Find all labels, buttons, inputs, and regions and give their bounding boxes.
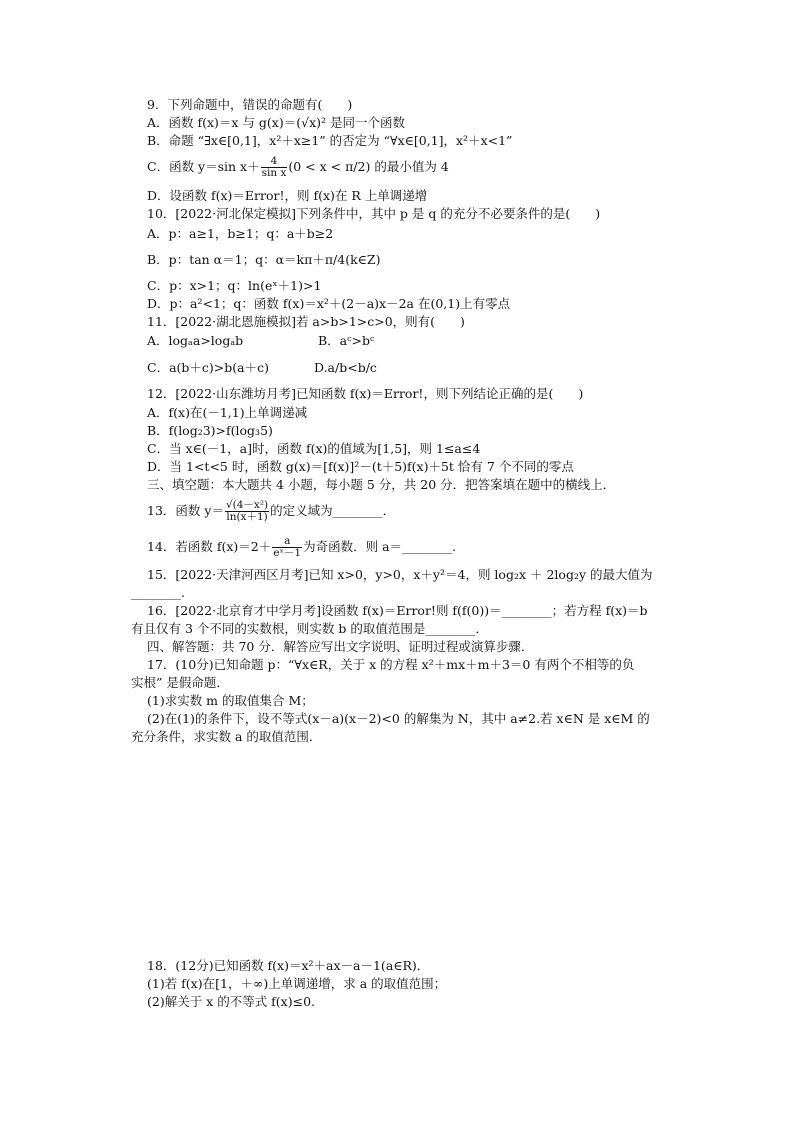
q11-option-a: A．logₐa>logₐb bbox=[147, 333, 244, 348]
q18-part2: (2)解关于 x 的不等式 f(x)≤0. bbox=[147, 994, 316, 1009]
q9-option-c-prefix: C．函数 y＝sin x＋ bbox=[147, 159, 260, 174]
q9-option-b: B．命题 “∃x∈[0,1]，x²＋x≥1” 的否定为 “∀x∈[0,1]，x²＋x<1” bbox=[147, 133, 513, 148]
q9-stem: 9．下列命题中，错误的命题有( ) bbox=[147, 97, 353, 112]
q9-option-c-numerator: 4 bbox=[261, 156, 288, 168]
q13 bbox=[147, 500, 395, 523]
q12-option-c: C．当 x∈(－1，a]时，函数 f(x)的值域为[1,5]，则 1≤a≤4 bbox=[147, 441, 481, 456]
q15-line2: ________. bbox=[131, 585, 185, 600]
q11-option-d: D.a/b<b/c bbox=[314, 360, 377, 375]
q14 bbox=[147, 536, 456, 559]
q10-option-d: D．p：a²<1；q：函数 f(x)＝x²＋(2－a)x－2a 在(0,1)上有零点 bbox=[147, 296, 511, 311]
q18-stem: 18．(12分)已知函数 f(x)＝x²＋ax－a－1(a∈R)． bbox=[147, 958, 430, 973]
q11-option-b: B．aᶜ>bᶜ bbox=[318, 333, 375, 348]
q12-option-d: D．当 1<t<5 时，函数 g(x)＝[f(x)]²－(t＋5)f(x)＋5t 恰有 7 个不同的零点 bbox=[147, 459, 574, 474]
q18-part1: (1)若 f(x)在[1，＋∞)上单调递增，求 a 的取值范围； bbox=[147, 976, 447, 991]
q10-option-c: C．p：x>1；q：ln(eˣ＋1)>1 bbox=[147, 278, 322, 293]
q9-option-c bbox=[147, 156, 449, 179]
q17-part2-line1: (2)在(1)的条件下，设不等式(x－a)(x－2)<0 的解集为 N，其中 a≠2.若 x∈N 是 x∈M 的 bbox=[147, 711, 650, 726]
q16-line1: 16．[2022·北京育才中学月考]设函数 f(x)＝Error!则 f(f(0))＝________；若方程 f(x)＝b bbox=[147, 603, 648, 618]
q14-suffix: 为奇函数．则 a＝________. bbox=[303, 539, 457, 554]
q14-fraction bbox=[272, 536, 302, 559]
q17-part2-line2: 充分条件，求实数 a 的取值范围． bbox=[131, 729, 322, 744]
q17-part1: (1)求实数 m 的取值集合 M； bbox=[147, 693, 314, 708]
q14-prefix: 14．若函数 f(x)＝2＋ bbox=[147, 539, 272, 554]
section3-heading: 三、填空题：本大题共 4 小题，每小题 5 分，共 20 分．把答案填在题中的横线上． bbox=[147, 477, 616, 492]
q15-line1: 15．[2022·天津河西区月考]已知 x>0，y>0，x＋y²＝4，则 log₂x ＋ 2log₂y 的最大值为 bbox=[147, 567, 653, 582]
q10-stem: 10．[2022·河北保定模拟]下列条件中，其中 p 是 q 的充分不必要条件的是( ) bbox=[147, 206, 601, 221]
q13-fraction bbox=[225, 500, 269, 523]
q9-option-d: D．设函数 f(x)＝Error!，则 f(x)在 R 上单调递增 bbox=[147, 188, 428, 203]
q16-line2: 有且仅有 3 个不同的实数根，则实数 b 的取值范围是________． bbox=[131, 621, 488, 636]
q13-denominator: ln(x＋1) bbox=[226, 511, 268, 523]
q11-option-c: C．a(b＋c)>b(a＋c) bbox=[147, 360, 269, 375]
q9-option-c-suffix: (0 < x < π/2) 的最小值为 4 bbox=[288, 159, 449, 174]
q14-denominator: eˣ－1 bbox=[273, 547, 302, 559]
q12-stem: 12．[2022·山东潍坊月考]已知函数 f(x)＝Error!，则下列结论正确的是( ) bbox=[147, 386, 584, 401]
q9-option-c-fraction bbox=[261, 156, 288, 179]
q9-option-c-denominator: sin x bbox=[261, 167, 287, 179]
q13-numerator: √(4－x²) bbox=[225, 499, 269, 511]
q11-stem: 11．[2022·湖北恩施模拟]若 a>b>1>c>0，则有( ) bbox=[147, 314, 465, 329]
q13-prefix: 13．函数 y＝ bbox=[147, 503, 224, 518]
q9-option-a: A．函数 f(x)＝x 与 g(x)＝(√x)² 是同一个函数 bbox=[147, 115, 405, 130]
q14-numerator: a bbox=[272, 536, 302, 548]
q17-line1: 17．(10分)已知命题 p：“∀x∈R，关于 x 的方程 x²＋mx＋m＋3＝0 有两个不相等的负 bbox=[147, 657, 635, 672]
q12-option-b: B．f(log₂3)>f(log₃5) bbox=[147, 423, 273, 438]
q10-option-a: A．p：a≥1，b≥1；q：a＋b≥2 bbox=[147, 226, 334, 241]
q17-line2: 实根” 是假命题． bbox=[131, 675, 229, 690]
q13-suffix: 的定义域为________． bbox=[270, 503, 396, 518]
q12-option-a: A．f(x)在(－1,1)上单调递减 bbox=[147, 405, 308, 420]
q10-option-b: B．p：tan α＝1；q：α＝kπ＋π/4(k∈Z) bbox=[147, 252, 381, 267]
section4-heading: 四、解答题：共 70 分．解答应写出文字说明、证明过程或演算步骤． bbox=[147, 639, 534, 654]
